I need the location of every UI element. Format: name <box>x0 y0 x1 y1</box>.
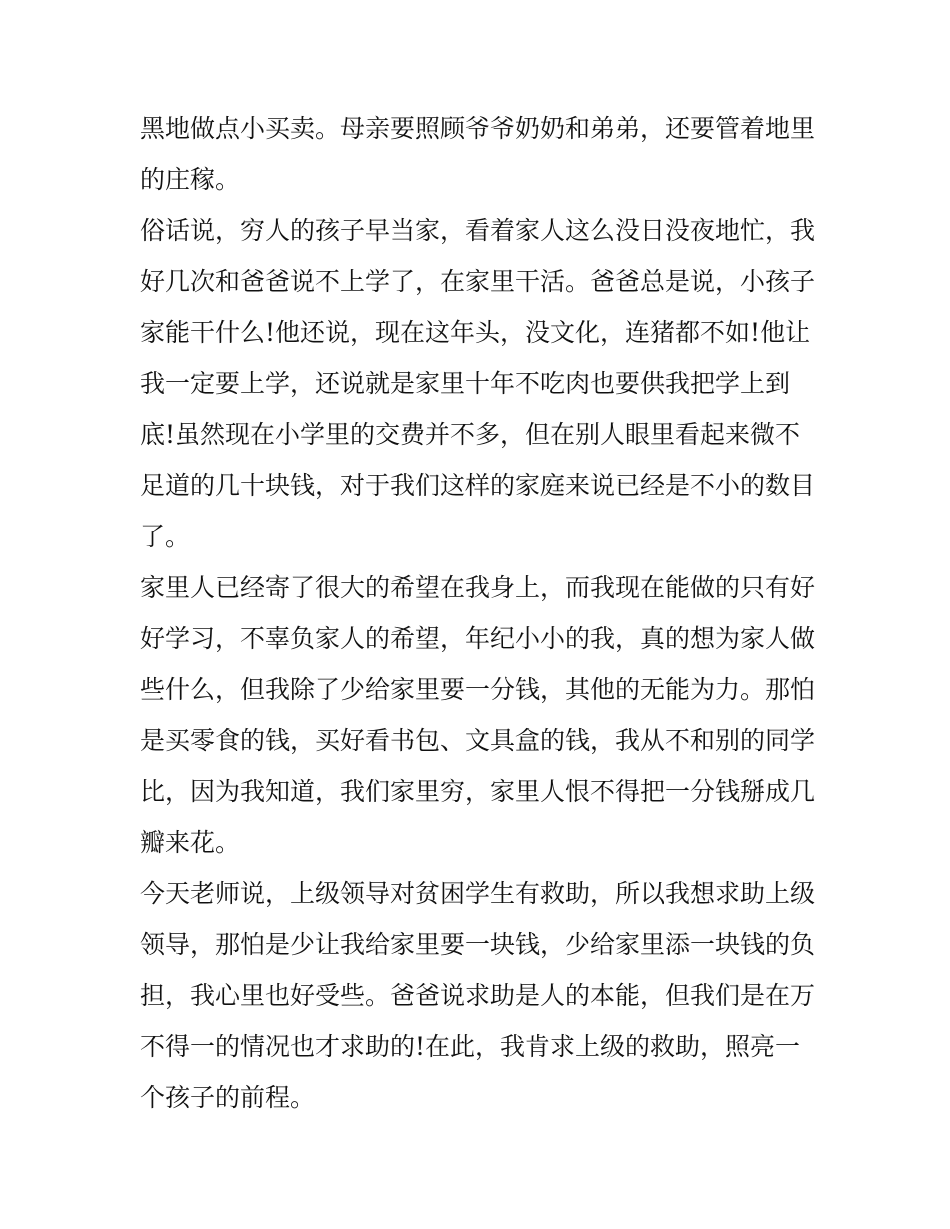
text-line: 领导，那怕是少让我给家里要一块钱，少给家里添一块钱的负 <box>140 930 816 959</box>
text-line: 今天老师说，上级领导对贫困学生有救助，所以我想求助上级 <box>140 879 816 908</box>
text-line: 底!虽然现在小学里的交费并不多，但在别人眼里看起来微不 <box>140 420 801 449</box>
text-line: 比，因为我知道，我们家里穷，家里人恨不得把一分钱掰成几 <box>140 777 816 806</box>
text-line: 好几次和爸爸说不上学了，在家里干活。爸爸总是说，小孩子 <box>140 267 816 296</box>
text-line: 我一定要上学，还说就是家里十年不吃肉也要供我把学上到 <box>140 369 791 398</box>
text-line: 好学习，不辜负家人的希望，年纪小小的我，真的想为家人做 <box>140 624 816 653</box>
text-line: 家能干什么!他还说，现在这年头，没文化，连猪都不如!他让 <box>140 318 811 347</box>
document-body <box>140 103 820 1123</box>
text-line: 黑地做点小买卖。母亲要照顾爷爷奶奶和弟弟，还要管着地里 <box>140 114 816 143</box>
text-line: 足道的几十块钱，对于我们这样的家庭来说已经是不小的数目 <box>140 471 816 500</box>
text-line: 俗话说，穷人的孩子早当家，看着家人这么没日没夜地忙，我 <box>140 216 816 245</box>
text-line: 担，我心里也好受些。爸爸说求助是人的本能，但我们是在万 <box>140 981 816 1010</box>
text-line: 了。 <box>140 522 191 551</box>
text-line: 些什么，但我除了少给家里要一分钱，其他的无能为力。那怕 <box>140 675 816 704</box>
text-line: 个孩子的前程。 <box>140 1083 316 1112</box>
text-line: 是买零食的钱，买好看书包、文具盒的钱，我从不和别的同学 <box>140 726 816 755</box>
text-line: 家里人已经寄了很大的希望在我身上，而我现在能做的只有好 <box>140 573 816 602</box>
text-line: 的庄稼。 <box>140 165 241 194</box>
text-line: 不得一的情况也才求助的!在此，我肯求上级的救助，照亮一 <box>140 1032 801 1061</box>
text-line: 瓣来花。 <box>140 828 241 857</box>
